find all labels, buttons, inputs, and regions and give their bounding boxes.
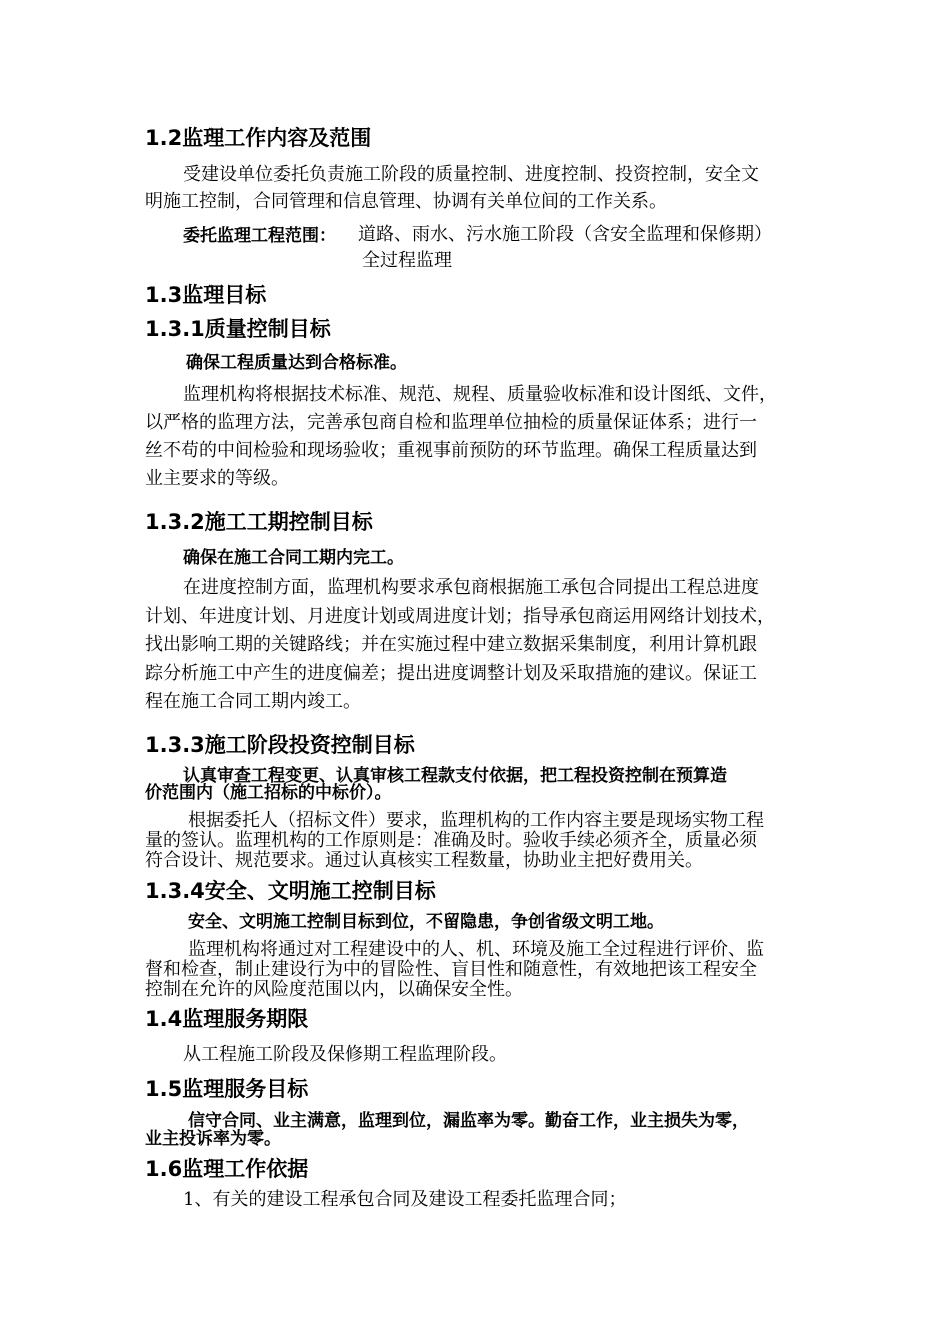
quality-goal-statement: 确保工程质量达到合格标准。 bbox=[186, 353, 407, 373]
section-1-3-4-text-line: 控制在允许的风险度范围以内，以确保安全性。 bbox=[145, 979, 523, 1000]
section-1-2-text-line: 受建设单位委托负责施工阶段的质量控制、进度控制、投资控制，安全文 bbox=[183, 164, 759, 185]
service-goal-line: 业主投诉率为零。 bbox=[145, 1129, 281, 1149]
section-1-3-1-text-line: 以严格的监理方法，完善承包商自检和监理单位抽检的质量保证体系；进行一 bbox=[145, 412, 757, 433]
section-1-3-2-text-line: 程在施工合同工期内竣工。 bbox=[145, 691, 361, 712]
section-1-5-heading: 1.5监理服务目标 bbox=[145, 1077, 309, 1101]
section-1-3-2-text-line: 踪分析施工中产生的进度偏差；提出进度调整计划及采取措施的建议。保证工 bbox=[145, 663, 757, 684]
investment-goal-line: 价范围内（施工招标的中标价）。 bbox=[145, 783, 392, 803]
section-1-3-1-text-line: 监理机构将根据技术标准、规范、规程、质量验收标准和设计图纸、文件， bbox=[183, 384, 777, 405]
scope-label: 委托监理工程范围： bbox=[183, 226, 336, 246]
section-1-3-2-heading: 1.3.2施工工期控制目标 bbox=[145, 510, 373, 534]
section-1-3-heading: 1.3监理目标 bbox=[145, 283, 267, 307]
investment-goal-line: 认真审查工程变更、认真审核工程款支付依据，把工程投资控制在预算造 bbox=[183, 766, 727, 786]
section-1-3-2-text-line: 在进度控制方面，监理机构要求承包商根据施工承包合同提出工程总进度 bbox=[183, 577, 759, 598]
section-1-3-1-text-line: 丝不苟的中间检验和现场验收；重视事前预防的环节监理。确保工程质量达到 bbox=[145, 440, 757, 461]
section-1-4-heading: 1.4监理服务期限 bbox=[145, 1007, 309, 1031]
section-1-3-4-text-line: 监理机构将通过对工程建设中的人、机、环境及施工全过程进行评价、监 bbox=[188, 939, 764, 960]
section-1-3-4-heading: 1.3.4安全、文明施工控制目标 bbox=[145, 879, 436, 903]
section-1-6-heading: 1.6监理工作依据 bbox=[145, 1157, 309, 1181]
section-1-3-4-text-line: 督和检查，制止建设行为中的冒险性、盲目性和随意性，有效地把该工程安全 bbox=[145, 959, 757, 980]
section-1-3-3-text-line: 符合设计、规范要求。通过认真核实工程数量，协助业主把好费用关。 bbox=[145, 850, 703, 871]
section-1-2-text-line: 明施工控制，合同管理和信息管理、协调有关单位间的工作关系。 bbox=[145, 191, 667, 212]
section-1-3-3-text-line: 根据委托人（招标文件）要求，监理机构的工作内容主要是现场实物工程 bbox=[188, 810, 764, 831]
section-1-3-2-text-line: 找出影响工期的关键路线；并在实施过程中建立数据采集制度，利用计算机跟 bbox=[145, 634, 757, 655]
section-1-3-3-text-line: 量的签认。监理机构的工作原则是：准确及时。验收手续必须齐全，质量必须 bbox=[145, 830, 757, 851]
section-1-6-text: 1、有关的建设工程承包合同及建设工程委托监理合同； bbox=[183, 1189, 627, 1210]
section-1-3-1-text-line: 业主要求的等级。 bbox=[145, 468, 289, 489]
section-1-2-heading: 1.2监理工作内容及范围 bbox=[145, 126, 372, 150]
safety-goal-statement: 安全、文明施工控制目标到位，不留隐患，争创省级文明工地。 bbox=[188, 912, 664, 932]
service-goal-line: 信守合同、业主满意，监理到位，漏监率为零。勤奋工作，业主损失为零， bbox=[188, 1111, 749, 1131]
schedule-goal-statement: 确保在施工合同工期内完工。 bbox=[183, 548, 404, 568]
scope-text-line: 道路、雨水、污水施工阶段（含安全监理和保修期） bbox=[358, 224, 772, 245]
section-1-4-text: 从工程施工阶段及保修期工程监理阶段。 bbox=[183, 1044, 507, 1065]
section-1-3-3-heading: 1.3.3施工阶段投资控制目标 bbox=[145, 733, 415, 757]
section-1-3-1-heading: 1.3.1质量控制目标 bbox=[145, 317, 331, 341]
section-1-3-2-text-line: 计划、年进度计划、月进度计划或周进度计划；指导承包商运用网络计划技术， bbox=[145, 606, 775, 627]
scope-text-line: 全过程监理 bbox=[362, 250, 452, 271]
